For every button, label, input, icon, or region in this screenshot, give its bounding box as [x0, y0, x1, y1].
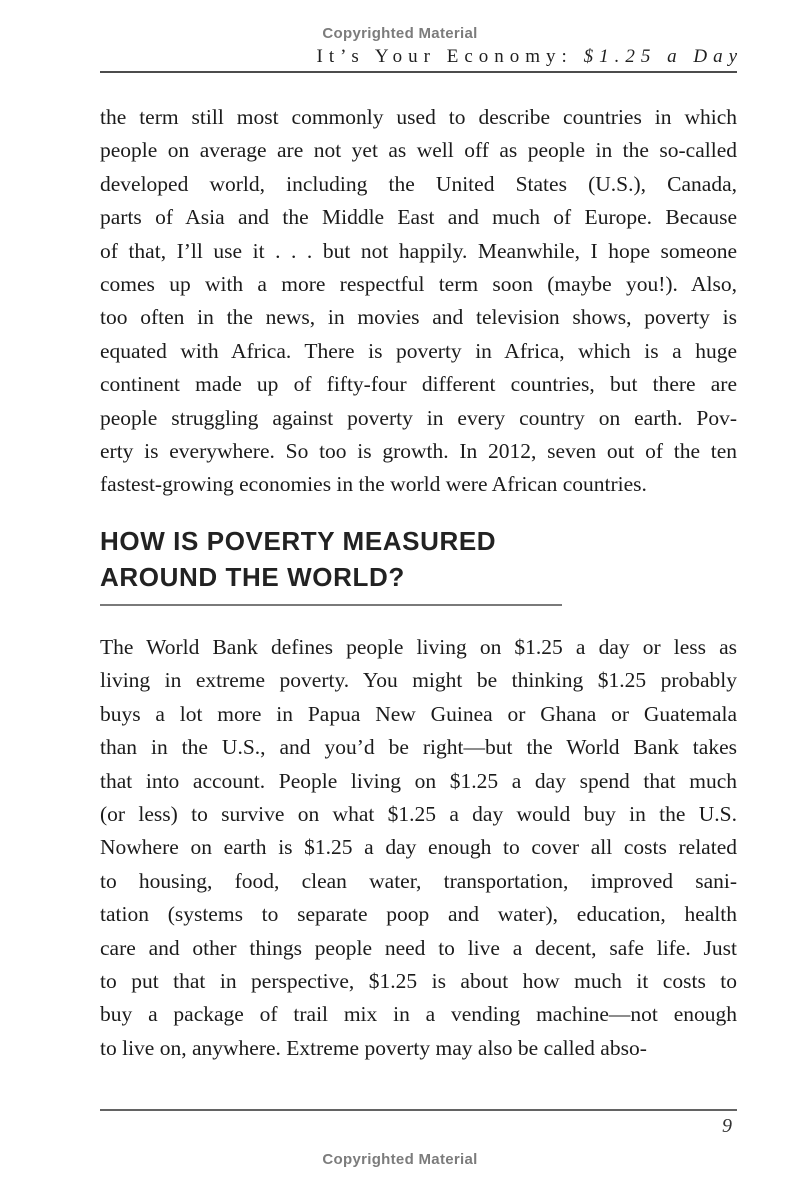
text-line: erty is everywhere. So too is growth. In 2012, seven out of the ten [100, 438, 737, 463]
text-line: too often in the news, in movies and television shows, poverty is [100, 305, 737, 330]
copyright-notice-top: Copyrighted Material [322, 25, 478, 42]
text-line: continent made up of fifty-four different countries, but there are [100, 372, 737, 397]
text-line: developed world, including the United States (U.S.), Canada, [100, 171, 737, 196]
footer-divider [100, 1109, 737, 1111]
text-line: parts of Asia and the Middle East and much of Europe. Because [100, 205, 737, 230]
text-line: tation (systems to separate poop and water), education, health [100, 902, 737, 927]
running-header [100, 46, 743, 68]
text-line: living in extreme poverty. You might be thinking $1.25 probably [100, 668, 737, 693]
text-line: Nowhere on earth is $1.25 a day enough to cover all costs related [100, 835, 737, 860]
running-header-title-italic: $1.25 a Day [583, 46, 743, 67]
text-line: comes up with a more respectful term soon (maybe you!). Also, [100, 271, 737, 296]
copyright-notice-bottom: Copyrighted Material [322, 1151, 478, 1168]
text-line: than in the U.S., and you’d be right—but the World Bank takes [100, 735, 737, 760]
section-heading-line-2: AROUND THE WORLD? [100, 562, 405, 592]
text-line: people on average are not yet as well off as people in the so-called [100, 138, 737, 163]
text-line: The World Bank defines people living on $1.25 a day or less as [100, 635, 737, 659]
section-heading-line-1: HOW IS POVERTY MEASURED [100, 526, 497, 556]
text-line: fastest-growing economies in the world were African countries. [100, 472, 647, 497]
text-line: of that, I’ll use it . . . but not happily. Meanwhile, I hope someone [100, 238, 737, 263]
text-line: to live on, anywhere. Extreme poverty may also be called abso- [100, 1035, 647, 1060]
header-divider [100, 71, 737, 73]
paragraph-world-bank [100, 631, 737, 1065]
section-heading-underline [100, 604, 562, 606]
text-line: the term still most commonly used to describe countries in which [100, 105, 737, 129]
text-line: that into account. People living on $1.25 a day spend that much [100, 768, 737, 793]
paragraph-developing-countries [100, 101, 737, 502]
text-line: buys a lot more in Papua New Guinea or Ghana or Guatemala [100, 701, 737, 726]
text-line: buy a package of trail mix in a vending machine—not enough [100, 1002, 737, 1027]
page-number: 9 [722, 1115, 732, 1137]
section-heading [100, 523, 737, 595]
text-line: to housing, food, clean water, transportation, improved sani- [100, 868, 737, 893]
text-line: care and other things people need to live a decent, safe life. Just [100, 935, 737, 960]
text-line: equated with Africa. There is poverty in Africa, which is a huge [100, 338, 737, 363]
text-line: people struggling against poverty in every country on earth. Pov- [100, 405, 737, 430]
text-line: to put that in perspective, $1.25 is about how much it costs to [100, 968, 737, 993]
running-header-title: It’s Your Economy: [316, 46, 584, 67]
text-line: (or less) to survive on what $1.25 a day would buy in the U.S. [100, 801, 737, 826]
